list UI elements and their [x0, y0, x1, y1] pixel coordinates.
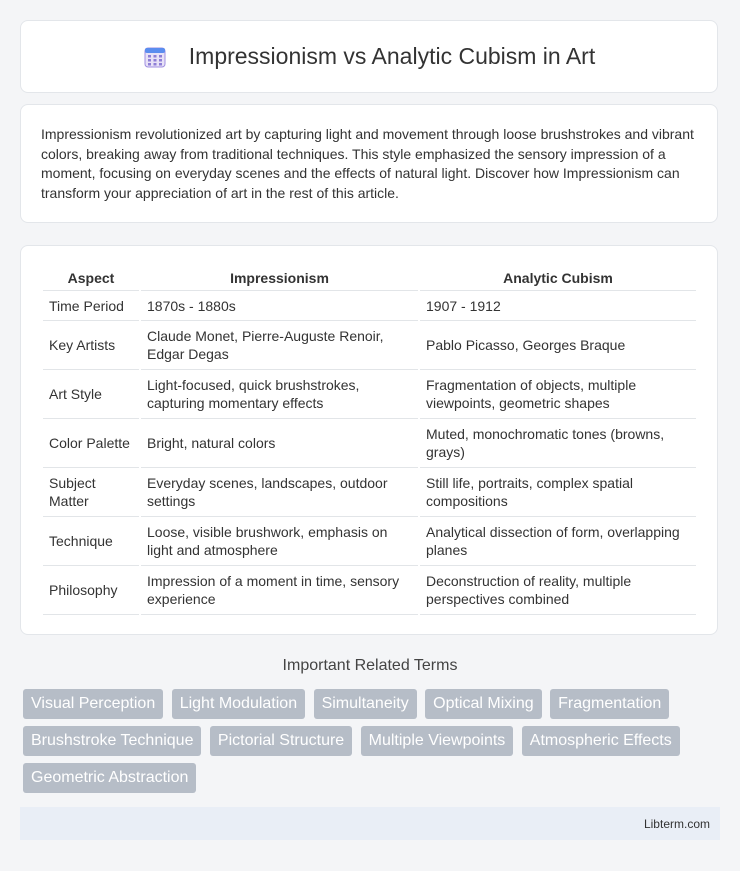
impressionism-cell: Loose, visible brushwork, emphasis on light and atmosphere [141, 517, 418, 566]
table-row [43, 419, 696, 468]
cubism-cell: Analytical dissection of form, overlapping planes [420, 517, 696, 566]
cubism-cell: 1907 - 1912 [420, 291, 696, 321]
calendar-icon [143, 45, 167, 69]
cubism-cell: Fragmentation of objects, multiple viewpoints, geometric shapes [420, 370, 696, 419]
aspect-cell: Philosophy [43, 566, 139, 615]
impressionism-cell: Everyday scenes, landscapes, outdoor settings [141, 468, 418, 517]
column-header-analytic-cubism: Analytic Cubism [420, 266, 696, 291]
related-term-tag[interactable]: Visual Perception [23, 689, 163, 719]
related-term-tag[interactable]: Optical Mixing [425, 689, 541, 719]
comparison-card [20, 245, 718, 635]
table-header-row [43, 266, 696, 291]
table-row [43, 370, 696, 419]
cubism-cell: Still life, portraits, complex spatial compositions [420, 468, 696, 517]
table-row [43, 517, 696, 566]
footer [20, 807, 720, 840]
page-header [20, 20, 718, 93]
related-term-tag[interactable]: Atmospheric Effects [522, 726, 680, 756]
aspect-cell: Color Palette [43, 419, 139, 468]
table-row [43, 291, 696, 321]
intro-text: Impressionism revolutionized art by capturing light and movement through loose brushstrokes and vibrant colors, breaking away from traditional techniques. This style emphasized the sensory impression of a moment, focusing on everyday scenes and the effects of natural light. Discover how Impressionism can transform your appreciation of art in the rest of this article. [41, 126, 694, 201]
related-term-tag[interactable]: Geometric Abstraction [23, 763, 196, 793]
table-row [43, 468, 696, 517]
aspect-cell: Time Period [43, 291, 139, 321]
aspect-cell: Subject Matter [43, 468, 139, 517]
related-term-tag[interactable]: Light Modulation [172, 689, 305, 719]
page-title: Impressionism vs Analytic Cubism in Art [188, 43, 596, 69]
cubism-cell: Deconstruction of reality, multiple perspectives combined [420, 566, 696, 615]
column-header-impressionism: Impressionism [141, 266, 418, 291]
related-terms-title: Important Related Terms [282, 657, 458, 674]
impressionism-cell: Claude Monet, Pierre-Auguste Renoir, Edgar Degas [141, 321, 418, 370]
aspect-cell: Key Artists [43, 321, 139, 370]
related-term-tag[interactable]: Multiple Viewpoints [361, 726, 514, 756]
related-term-tag[interactable]: Pictorial Structure [210, 726, 352, 756]
cubism-cell: Pablo Picasso, Georges Braque [420, 321, 696, 370]
aspect-cell: Technique [43, 517, 139, 566]
related-term-tag[interactable]: Fragmentation [550, 689, 669, 719]
table-row [43, 321, 696, 370]
comparison-table [41, 266, 698, 615]
footer-site-link[interactable]: Libterm.com [643, 816, 710, 831]
aspect-cell: Art Style [43, 370, 139, 419]
impressionism-cell: Light-focused, quick brushstrokes, capturing momentary effects [141, 370, 418, 419]
impressionism-cell: 1870s - 1880s [141, 291, 418, 321]
impressionism-cell: Bright, natural colors [141, 419, 418, 468]
related-term-tag[interactable]: Brushstroke Technique [23, 726, 201, 756]
related-term-tag[interactable]: Simultaneity [314, 689, 417, 719]
intro-card [20, 104, 718, 223]
impressionism-cell: Impression of a moment in time, sensory experience [141, 566, 418, 615]
related-terms-list [23, 689, 723, 800]
table-row [43, 566, 696, 615]
column-header-aspect: Aspect [43, 266, 139, 291]
cubism-cell: Muted, monochromatic tones (browns, grays) [420, 419, 696, 468]
